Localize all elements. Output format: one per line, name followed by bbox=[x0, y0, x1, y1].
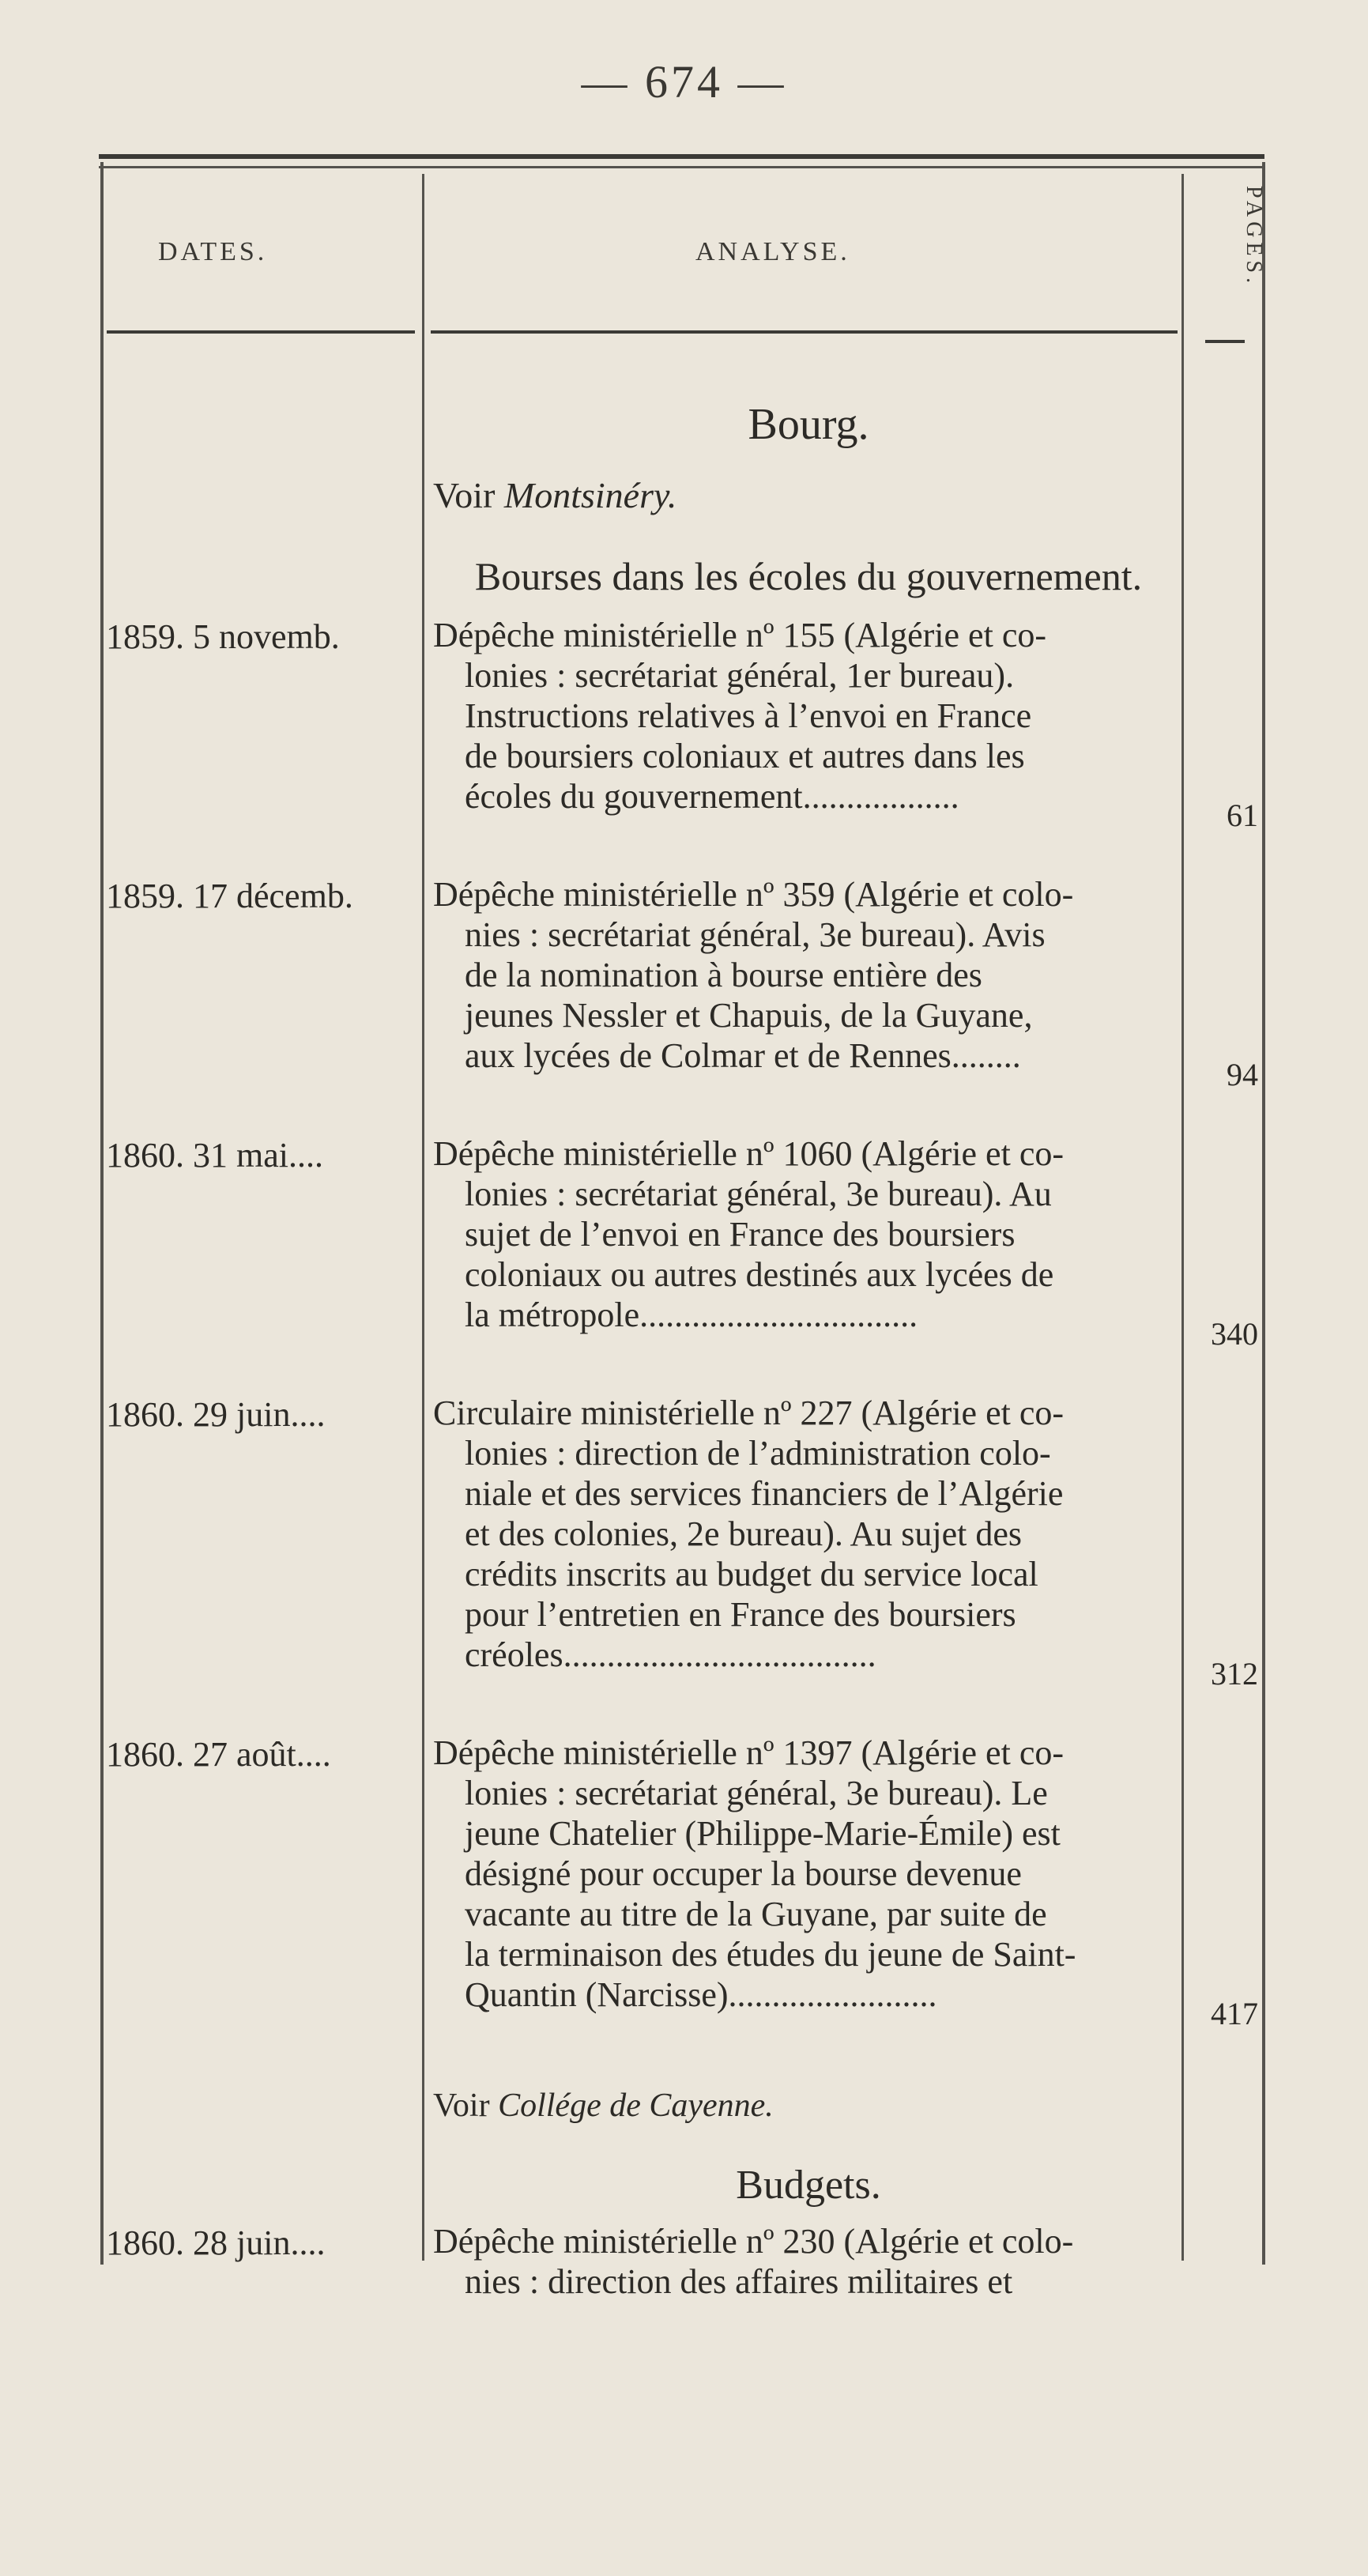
section-title-bourses: Bourses dans les écoles du gouvernement. bbox=[474, 554, 1143, 598]
entry-line: crédits inscrits au budget du service local bbox=[465, 1555, 1038, 1593]
section-title-budgets: Budgets. bbox=[736, 2163, 881, 2208]
entry-page: 312 bbox=[1211, 1656, 1258, 1692]
entry-line: Dépêche ministérielle nº 1397 (Algérie et co- bbox=[433, 1733, 1064, 1772]
entry-date: 1860. 29 juin.... bbox=[106, 1395, 326, 1434]
entry-line: jeunes Nessler et Chapuis, de la Guyane, bbox=[465, 996, 1033, 1035]
table-top-rule-inner bbox=[99, 166, 1264, 168]
voir-target: Montsinéry. bbox=[503, 475, 677, 515]
header-rule-dates bbox=[107, 330, 415, 334]
header-rule-analyse bbox=[431, 330, 1178, 334]
entry-line: de la nomination à bourse entière des bbox=[465, 956, 982, 994]
entry-line: Dépêche ministérielle nº 1060 (Algérie et co- bbox=[433, 1134, 1064, 1173]
entry-line: nies : direction des affaires militaires et bbox=[465, 2262, 1013, 2301]
entry-line: lonies : direction de l’administration colo- bbox=[465, 1434, 1051, 1473]
section-title-bourg: Bourg. bbox=[748, 400, 869, 449]
header-pages: PAGES. bbox=[1242, 186, 1266, 289]
header-dates: DATES. bbox=[158, 237, 268, 266]
entry-line: vacante au titre de la Guyane, par suite de bbox=[465, 1895, 1047, 1933]
entry-line: lonies : secrétariat général, 1er bureau). bbox=[465, 656, 1015, 695]
entry-date: 1859. 17 décemb. bbox=[106, 877, 353, 915]
entry-date: 1859. 5 novemb. bbox=[106, 617, 340, 656]
entry-text bbox=[433, 1733, 1176, 2015]
entry-line: écoles du gouvernement.................. bbox=[465, 777, 959, 816]
entry-text bbox=[433, 1393, 1176, 1675]
header-analyse: ANALYSE. bbox=[695, 237, 850, 266]
entry-date: 1860. 31 mai.... bbox=[106, 1136, 323, 1175]
entry-line: Dépêche ministérielle nº 359 (Algérie et colo- bbox=[433, 875, 1074, 914]
entry-text bbox=[433, 1133, 1176, 1335]
voir-college bbox=[433, 2087, 774, 2125]
voir-prefix: Voir bbox=[433, 2088, 490, 2124]
entry-line: la terminaison des études du jeune de Saint- bbox=[465, 1935, 1076, 1974]
entry-line: jeune Chatelier (Philippe-Marie-Émile) est bbox=[465, 1814, 1061, 1853]
entry-line: aux lycées de Colmar et de Rennes........ bbox=[465, 1036, 1021, 1075]
entry-text bbox=[433, 874, 1176, 1076]
entry-line: coloniaux ou autres destinés aux lycées de bbox=[465, 1255, 1054, 1294]
entry-line: niale et des services financiers de l’Algérie bbox=[465, 1474, 1064, 1513]
entry-line: Dépêche ministérielle nº 155 (Algérie et co- bbox=[433, 616, 1046, 654]
entry-line: nies : secrétariat général, 3e bureau). Avis bbox=[465, 915, 1046, 954]
table-top-rule bbox=[99, 154, 1264, 159]
entry-line: créoles.................................... bbox=[465, 1635, 876, 1674]
voir-target: Collége de Cayenne. bbox=[498, 2088, 774, 2124]
analyse-pages-divider bbox=[1181, 174, 1184, 2261]
entry-line: lonies : secrétariat général, 3e bureau). Au bbox=[465, 1175, 1052, 1213]
right-border bbox=[1262, 162, 1265, 2265]
entry-text bbox=[433, 2221, 1176, 2302]
entry-line: désigné pour occuper la bourse devenue bbox=[465, 1854, 1022, 1893]
dates-analyse-divider bbox=[422, 174, 424, 2261]
entry-date: 1860. 27 août.... bbox=[106, 1735, 331, 1774]
voir-prefix: Voir bbox=[433, 475, 496, 515]
entry-line: pour l’entretien en France des boursiers bbox=[465, 1595, 1016, 1634]
entry-line: Circulaire ministérielle nº 227 (Algérie et co- bbox=[433, 1394, 1065, 1432]
header-rule-pages bbox=[1205, 340, 1245, 343]
entry-text bbox=[433, 615, 1176, 817]
entry-line: la métropole................................ bbox=[465, 1296, 918, 1334]
entry-line: et des colonies, 2e bureau). Au sujet des bbox=[465, 1514, 1023, 1553]
entry-line: Quantin (Narcisse)........................ bbox=[465, 1975, 937, 2014]
entry-page: 94 bbox=[1227, 1057, 1258, 1092]
entry-page: 61 bbox=[1227, 798, 1258, 833]
entry-line: Instructions relatives à l’envoi en France bbox=[465, 696, 1032, 735]
entry-date: 1860. 28 juin.... bbox=[106, 2223, 326, 2262]
entry-page: 417 bbox=[1211, 1996, 1258, 2031]
page-number: — 674 — bbox=[581, 56, 787, 107]
left-border bbox=[100, 162, 104, 2265]
entry-line: Dépêche ministérielle nº 230 (Algérie et colo- bbox=[433, 2222, 1074, 2261]
entry-line: lonies : secrétariat général, 3e bureau). Le bbox=[465, 1774, 1048, 1812]
entry-page: 340 bbox=[1211, 1316, 1258, 1352]
voir-montsinery bbox=[433, 474, 676, 516]
entry-line: sujet de l’envoi en France des boursiers bbox=[465, 1215, 1016, 1254]
entry-line: de boursiers coloniaux et autres dans les bbox=[465, 737, 1025, 775]
